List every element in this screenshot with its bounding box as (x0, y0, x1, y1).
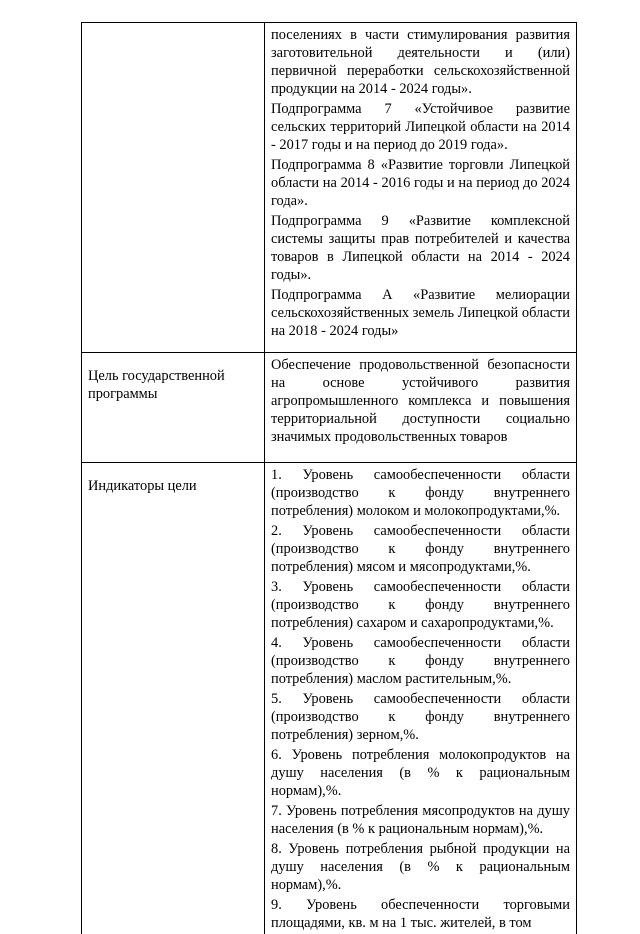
goal-cell (265, 353, 577, 463)
indicator-item: 9. Уровень обеспеченности торговыми площадями, кв. м на 1 тыс. жителей, в том (271, 896, 570, 932)
indicators-cell (265, 463, 577, 934)
subprogram-text-continued: поселениях в части стимулирования развития заготовительной деятельности и (или) первичной переработки сельскохозяйственной продукции на 2014 - 2024 годы». (271, 26, 570, 98)
goal-text: Обеспечение продовольственной безопасности на основе устойчивого развития агропромышленного комплекса и повышения территориальной доступности социально значимых продовольственных товаров (271, 356, 570, 446)
table-row-subprograms (82, 23, 577, 353)
indicator-item: 6. Уровень потребления молокопродуктов на душу населения (в % к рациональным нормам),%. (271, 746, 570, 800)
indicator-item: 8. Уровень потребления рыбной продукции на душу населения (в % к рациональным нормам),%. (271, 840, 570, 894)
subprogram-8: Подпрограмма 8 «Развитие торговли Липецкой области на 2014 - 2016 годы и на период до 2024 года». (271, 156, 570, 210)
program-passport-table (81, 22, 577, 934)
table-row-indicators (82, 463, 577, 934)
indicator-item: 3. Уровень самообеспеченности области (производство к фонду внутреннего потребления) сахаром и сахаропродуктами,%. (271, 578, 570, 632)
indicator-item: 5. Уровень самообеспеченности области (производство к фонду внутреннего потребления) зерном,%. (271, 690, 570, 744)
subprogram-7: Подпрограмма 7 «Устойчивое развитие сельских территорий Липецкой области на 2014 - 2017 годы и на период до 2019 года». (271, 100, 570, 154)
goal-label: Цель государственной программы (82, 353, 265, 463)
indicators-label: Индикаторы цели (82, 463, 265, 934)
indicator-item: 7. Уровень потребления мясопродуктов на душу населения (в % к рациональным нормам),%. (271, 802, 570, 838)
subprogram-a: Подпрограмма А «Развитие мелиорации сельскохозяйственных земель Липецкой области на 2018 - 2024 годы» (271, 286, 570, 340)
table-row-goal (82, 353, 577, 463)
indicator-item: 4. Уровень самообеспеченности области (производство к фонду внутреннего потребления) маслом растительным,%. (271, 634, 570, 688)
indicator-item: 1. Уровень самообеспеченности области (производство к фонду внутреннего потребления) молоком и молокопродуктами,%. (271, 466, 570, 520)
row-label-cell (82, 23, 265, 353)
indicator-item: 2. Уровень самообеспеченности области (производство к фонду внутреннего потребления) мясом и мясопродуктами,%. (271, 522, 570, 576)
subprograms-cell (265, 23, 577, 353)
subprogram-9: Подпрограмма 9 «Развитие комплексной системы защиты прав потребителей и качества товаров в Липецкой области на 2014 - 2024 годы». (271, 212, 570, 284)
